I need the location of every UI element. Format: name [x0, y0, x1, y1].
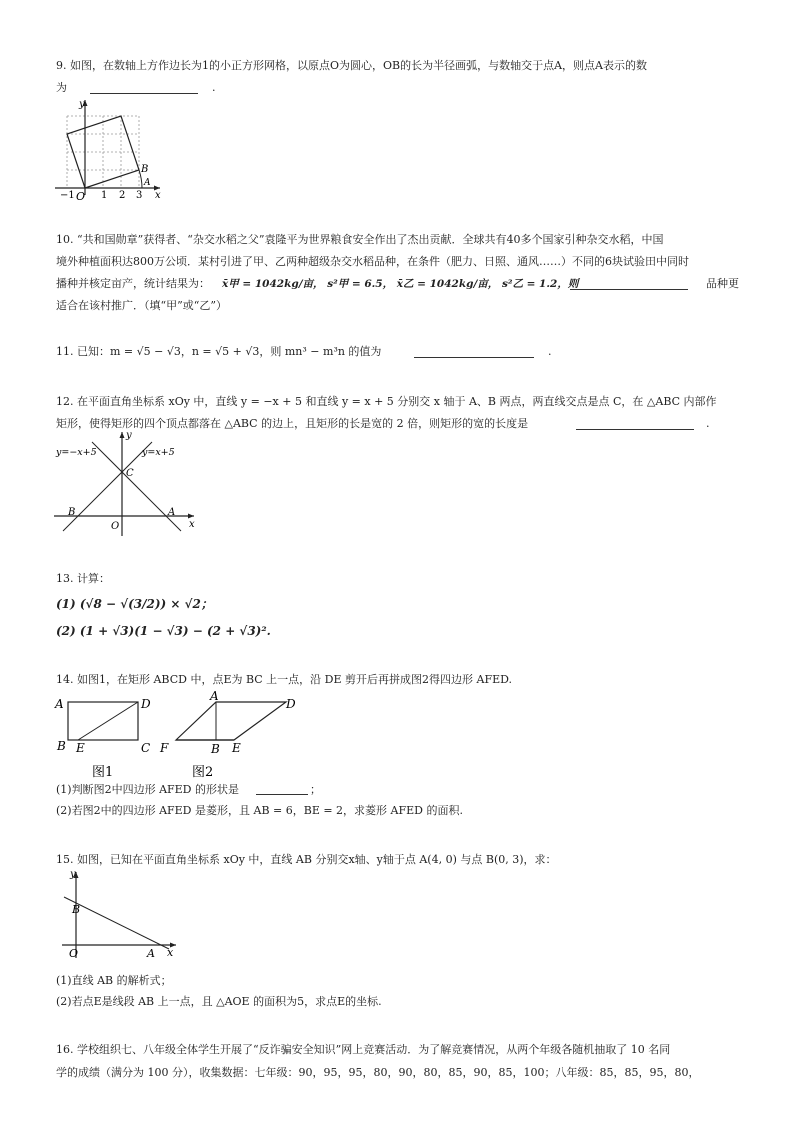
- q14-answer-blank[interactable]: [256, 794, 308, 795]
- q11-answer-blank[interactable]: [414, 357, 534, 358]
- q10-line3a: 播种并核定亩产，统计结果为：: [56, 277, 210, 290]
- q9-tick-1: 1: [101, 190, 108, 201]
- q9-y-label: y: [79, 99, 85, 110]
- q10-line4: 适合在该村推广．（填“甲”或“乙”）: [56, 299, 227, 312]
- q14-text: 14. 如图1，在矩形 ABCD 中，点E为 BC 上一点，沿 DE 剪开后再拼成图2得四边形 AFED.: [56, 673, 513, 686]
- q13-part1: (1) (√8 − √(3/2)) × √2；: [56, 597, 213, 611]
- q15-part1: (1)直线 AB 的解析式；: [56, 974, 172, 987]
- q9-grid: [67, 116, 139, 188]
- q10-answer-blank[interactable]: [570, 289, 688, 290]
- q12-right-line-label: y=x+5: [142, 447, 175, 458]
- q9-tick-neg1: −1: [60, 190, 75, 201]
- q14-f1-D: D: [141, 697, 151, 711]
- q14-f1-A: A: [55, 697, 64, 711]
- q9-line2: 为: [56, 81, 67, 94]
- q12-point-A: A: [168, 507, 176, 518]
- q9-point-B: B: [141, 164, 149, 175]
- q13-title: 13. 计算：: [56, 572, 110, 585]
- q9-tick-3: 3: [136, 190, 143, 201]
- q14-f2-A: A: [210, 689, 219, 703]
- q12-line1: 12. 在平面直角坐标系 xOy 中，直线 y = −x + 5 和直线 y = x + 5 分别交 x 轴于 A、B 两点，两直线交点是点 C，在 △ABC 内部作: [56, 395, 717, 408]
- q11-end: .: [548, 345, 552, 358]
- q14-part1: (1)判断图2中四边形 AFED 的形状是: [56, 783, 239, 796]
- q12-answer-blank[interactable]: [576, 429, 694, 430]
- q12-figure: [54, 430, 204, 540]
- q16-line2: 学的成绩（满分为 100 分），收集数据：七年级：90，95，95，80，90，80，85，90，85，100；八年级：85，85，95，80，: [56, 1066, 700, 1079]
- q9-tick-2: 2: [119, 190, 126, 201]
- q12-line2: 矩形，使得矩形的四个顶点都落在 △ABC 的边上，且矩形的长是宽的 2 倍，则矩形的宽的长度是: [56, 417, 529, 430]
- q12-point-C: C: [126, 468, 134, 479]
- q9-x-label: x: [155, 190, 161, 201]
- q15-text: 15. 如图，已知在平面直角坐标系 xOy 中，直线 AB 分别交x轴、y轴于点 A(4, 0) 与点 B(0, 3)，求：: [56, 853, 557, 866]
- q15-figure: [54, 866, 184, 966]
- q12-y-label: y: [126, 430, 132, 441]
- q9-origin: O: [76, 190, 86, 203]
- q14-f2-caption: 图2: [192, 765, 214, 780]
- q12-left-line-label: y=−x+5: [56, 447, 97, 458]
- q14-figure-1: [52, 692, 162, 782]
- q10-line1: 10. “共和国勋章”获得者、“杂交水稻之父”袁隆平为世界粮食安全作出了杰出贡献．全球共有40多个国家引种杂交水稻，中国: [56, 233, 664, 246]
- q14-f2-B: B: [211, 742, 220, 756]
- q9-end: .: [212, 81, 216, 94]
- q15-origin: O: [69, 947, 79, 960]
- q12-point-B: B: [68, 507, 76, 518]
- q14-f2-F: F: [160, 741, 169, 755]
- q9-figure: [50, 95, 170, 205]
- q10-formula: x̄甲 = 1042kg/亩， s²甲 = 6.5， x̄乙 = 1042kg/亩， s²乙 = 1.2，则: [222, 278, 579, 290]
- q15-point-B: B: [72, 903, 81, 916]
- q14-f2-E: E: [232, 741, 241, 755]
- q9-line1: 9. 如图，在数轴上方作边长为1的小正方形网格，以原点O为圆心，OB的长为半径画弧，与数轴交于点A，则点A表示的数: [56, 59, 647, 72]
- q15-part2: (2)若点E是线段 AB 上一点，且 △AOE 的面积为5，求点E的坐标.: [56, 995, 382, 1008]
- q12-end: .: [706, 417, 710, 430]
- q15-y-label: y: [70, 869, 76, 880]
- q14-f1-C: C: [141, 741, 151, 755]
- q11-text: 11. 已知：m = √5 − √3，n = √5 + √3，则 mn³ − m³n 的值为: [56, 345, 382, 358]
- q10-line2: 境外种植面积达800万公顷．某村引进了甲、乙两种超级杂交水稻品种，在条件（肥力、日照、通风……）不同的6块试验田中同时: [56, 255, 689, 268]
- q14-f1-caption: 图1: [92, 765, 114, 780]
- q12-x-label: x: [189, 519, 195, 530]
- q14-figure-2: [156, 689, 306, 782]
- q9-point-A: A: [144, 178, 151, 188]
- q10-line3b: 品种更: [706, 277, 739, 290]
- q15-x-label: x: [167, 946, 174, 959]
- q15-point-A: A: [147, 947, 155, 960]
- q13-part2: (2) (1 + √3)(1 − √3) − (2 + √3)².: [56, 624, 271, 638]
- q16-line1: 16. 学校组织七、八年级全体学生开展了“反诈骗安全知识”网上竞赛活动．为了解竞赛情况，从两个年级各随机抽取了 10 名同: [56, 1043, 671, 1056]
- q12-origin: O: [111, 521, 120, 532]
- q14-f1-E: E: [76, 741, 85, 755]
- q14-f2-D: D: [286, 697, 296, 711]
- q9-answer-blank[interactable]: [90, 93, 198, 94]
- q14-f1-B: B: [57, 739, 66, 753]
- q14-part1-end: ；: [310, 783, 321, 796]
- q14-part2: (2)若图2中的四边形 AFED 是菱形，且 AB = 6，BE = 2，求菱形 AFED 的面积.: [56, 804, 463, 817]
